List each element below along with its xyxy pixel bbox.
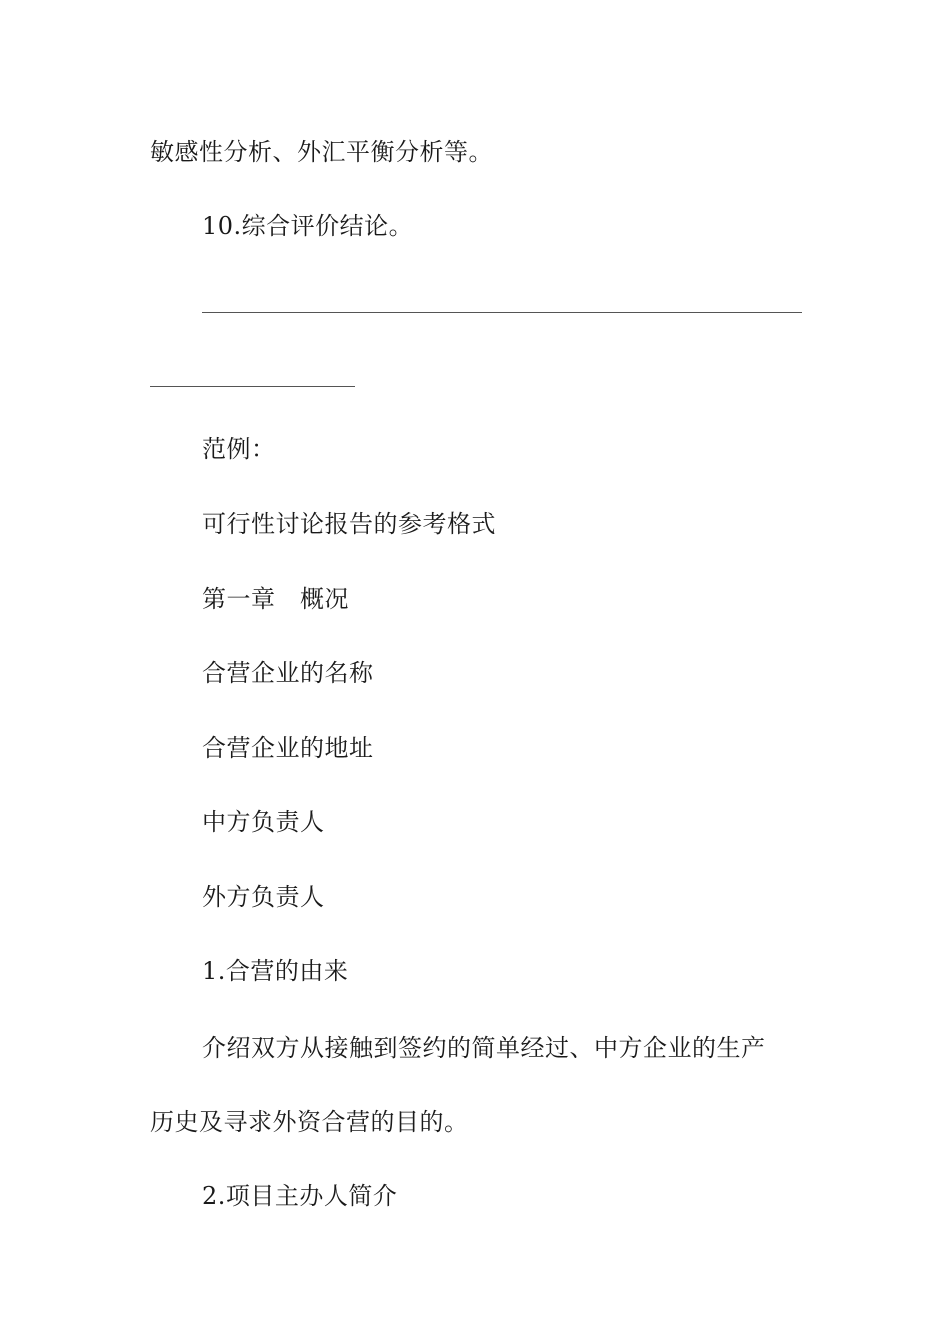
section-heading-sponsor: 2.项目主办人简介 [202,1182,398,1210]
paragraph-conclusion: 10.综合评价结论。 [202,212,414,240]
paragraph-chinese-lead: 中方负责人 [202,808,325,836]
section-heading-origin: 1.合营的由来 [202,957,349,985]
paragraph-origin-body-1: 介绍双方从接触到签约的简单经过、中方企业的生产 [202,1034,766,1062]
paragraph-foreign-lead: 外方负责人 [202,883,325,911]
paragraph-report-format-title: 可行性讨论报告的参考格式 [202,510,496,538]
paragraph-example-label: 范例： [202,435,276,463]
chapter-heading: 第一章 概况 [202,585,349,613]
fill-in-line-2 [150,386,355,387]
fill-in-line-1 [202,312,802,313]
paragraph-company-name: 合营企业的名称 [202,659,374,687]
paragraph-origin-body-2: 历史及寻求外资合营的目的。 [150,1108,469,1136]
paragraph-company-address: 合营企业的地址 [202,734,374,762]
paragraph-sensitivity-analysis: 敏感性分析、外汇平衡分析等。 [150,138,493,166]
